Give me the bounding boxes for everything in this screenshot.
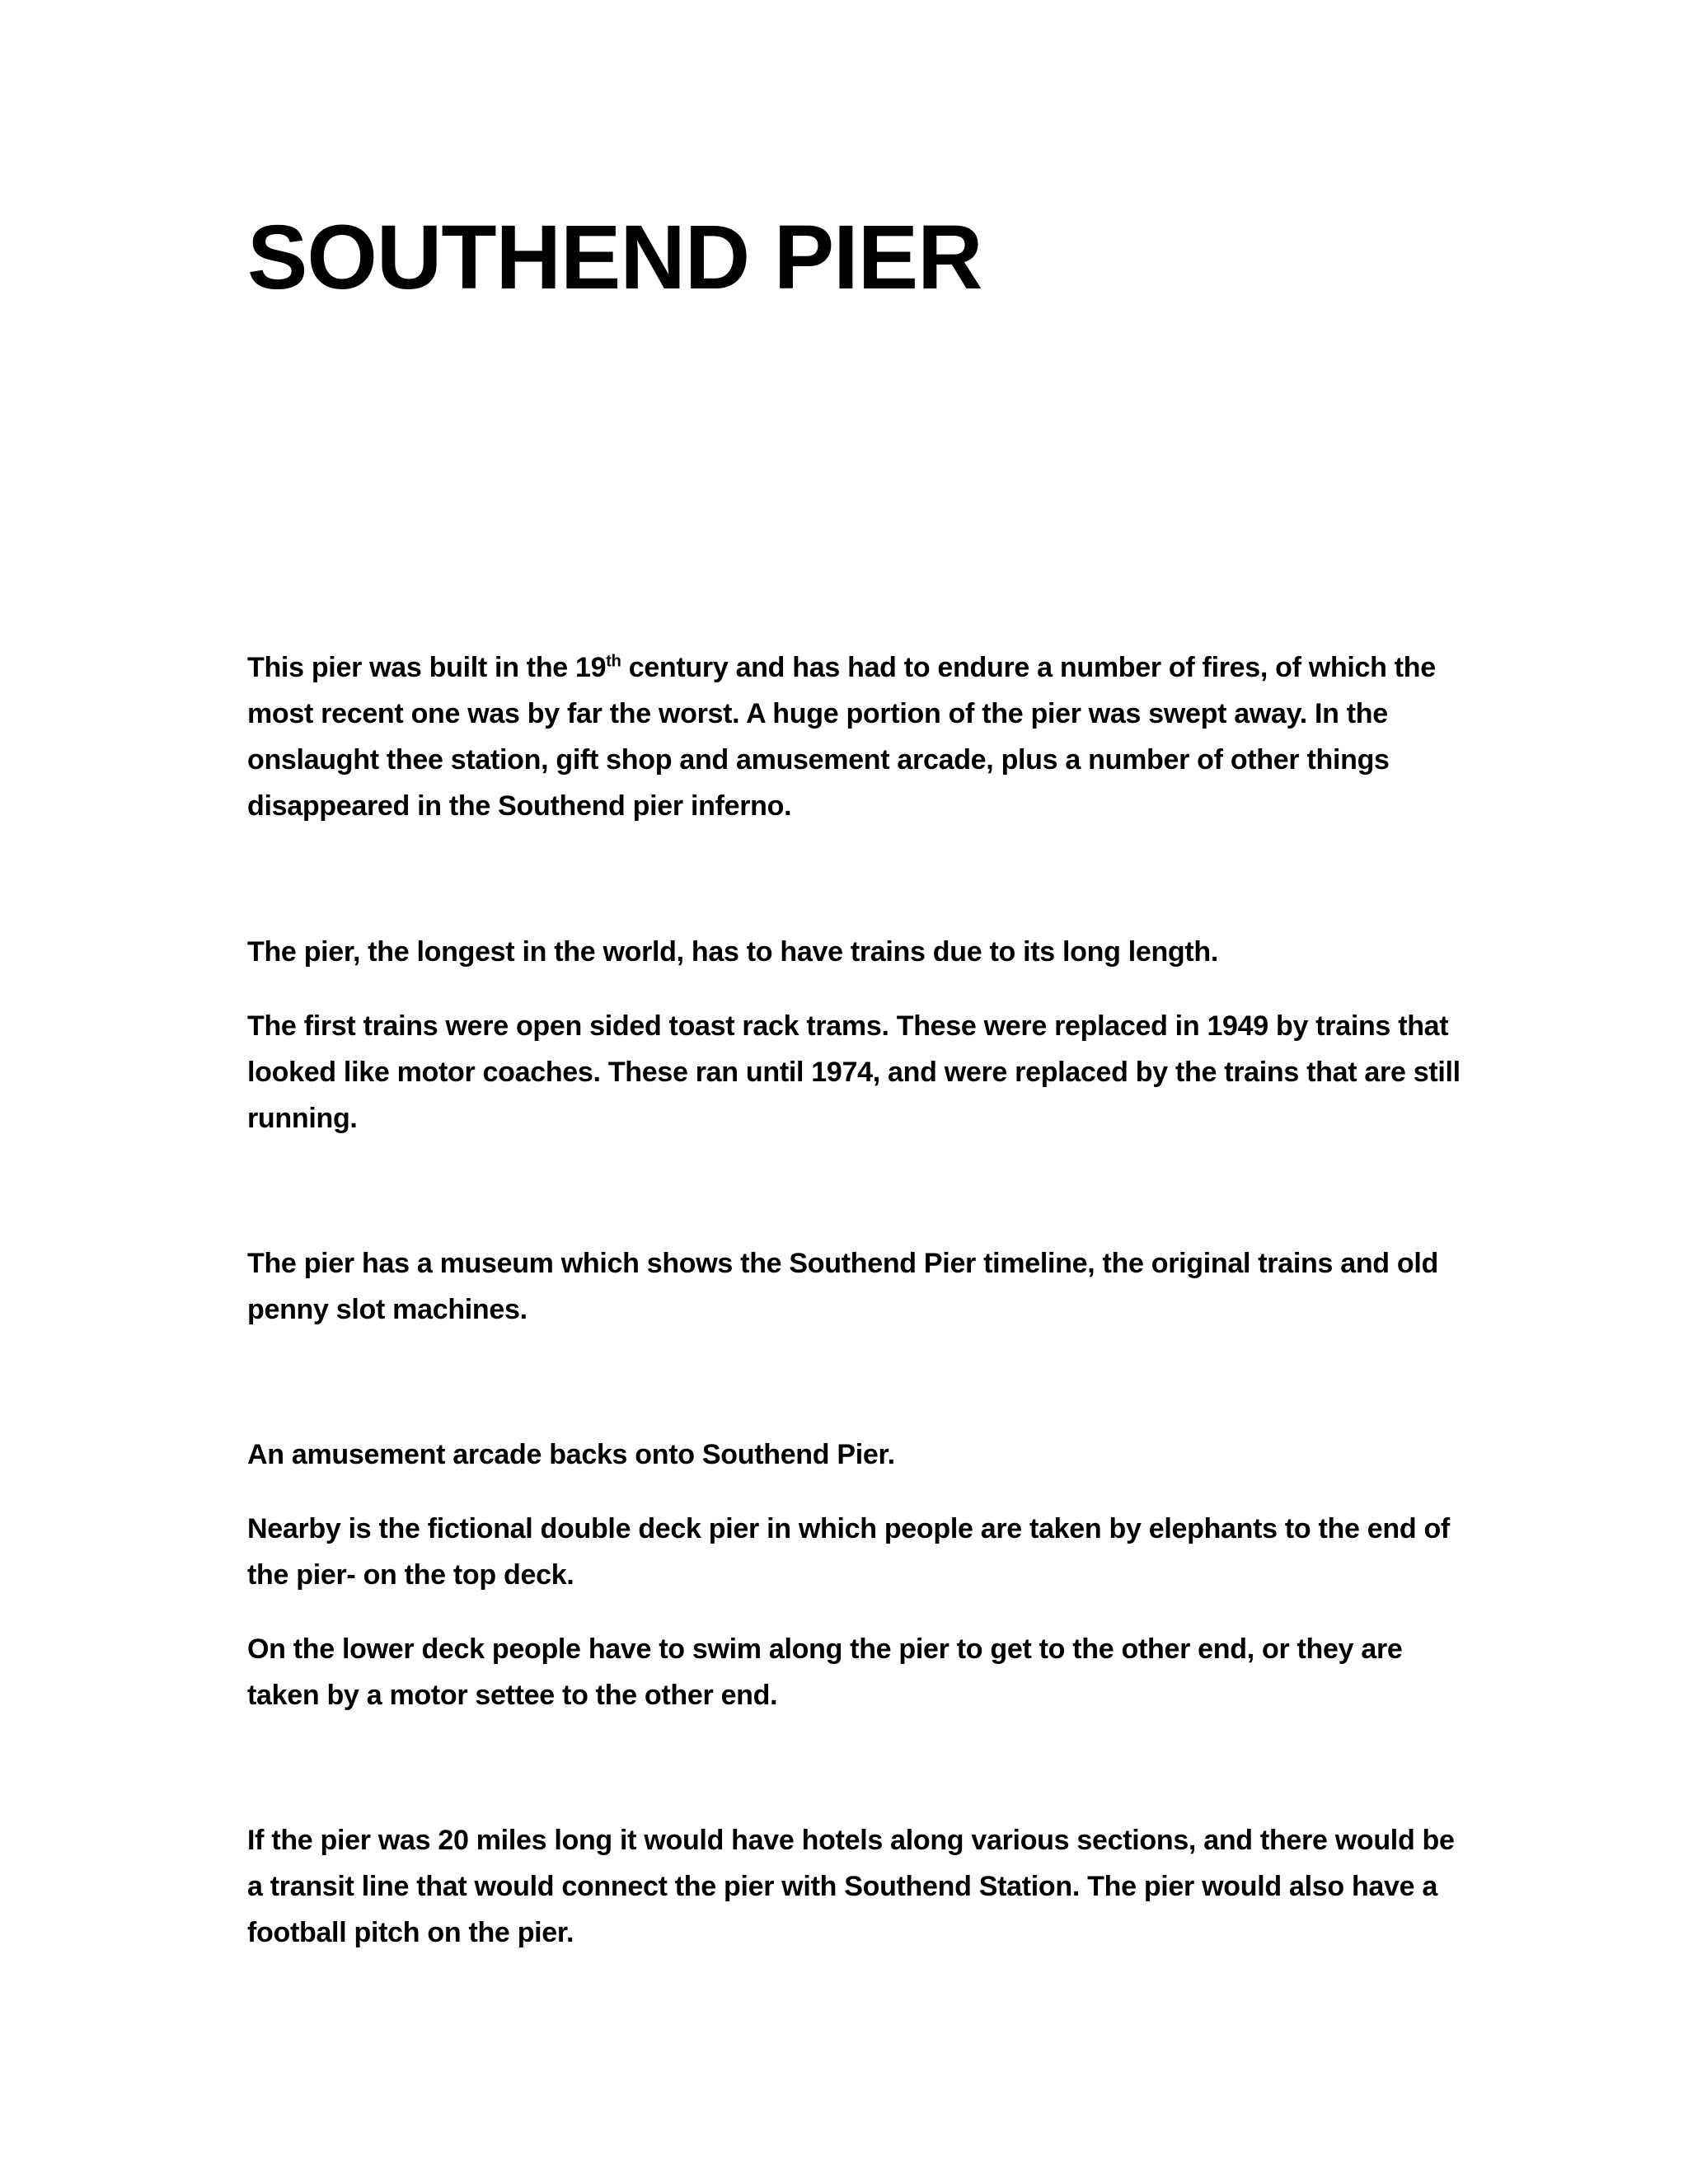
paragraph-museum: The pier has a museum which shows the Southend Pier timeline, the original trains and old penny slot machines. (247, 1248, 1438, 1325)
paragraph-fictional-pier: Nearby is the fictional double deck pier in which people are taken by elephants to the end of the pier- on the top deck. (247, 1513, 1450, 1591)
paragraph-history (247, 644, 1467, 829)
ordinal-suffix: th (606, 652, 621, 671)
paragraph-text: century and has had to endure a number of fires, of which the most recent one was by far the worst. A huge portion of the pier was swept away. In the onslaught thee station, gift shop and amusement arcade, plus a number of other things disappeared in the Southend pier inferno. (247, 652, 1436, 822)
paragraph-twenty-miles: If the pier was 20 miles long it would have hotels along various sections, and there would be a transit line that would connect the pier with Southend Station. The pier would also have a football pitch on the pier. (247, 1825, 1455, 1948)
paragraph-arcade: An amusement arcade backs onto Southend Pier. (247, 1439, 895, 1470)
paragraph-trains-history: The first trains were open sided toast rack trams. These were replaced in 1949 by trains that looked like motor coaches. These ran until 1974, and were replaced by the trains that are still running. (247, 1010, 1461, 1134)
paragraph-lower-deck: On the lower deck people have to swim along the pier to get to the other end, or they are taken by a motor settee to the other end. (247, 1633, 1403, 1711)
paragraph-trains-intro: The pier, the longest in the world, has to have trains due to its long length. (247, 936, 1219, 968)
paragraph-text: This pier was built in the 19 (247, 652, 607, 683)
page-title: SOUTHEND PIER (247, 207, 982, 308)
